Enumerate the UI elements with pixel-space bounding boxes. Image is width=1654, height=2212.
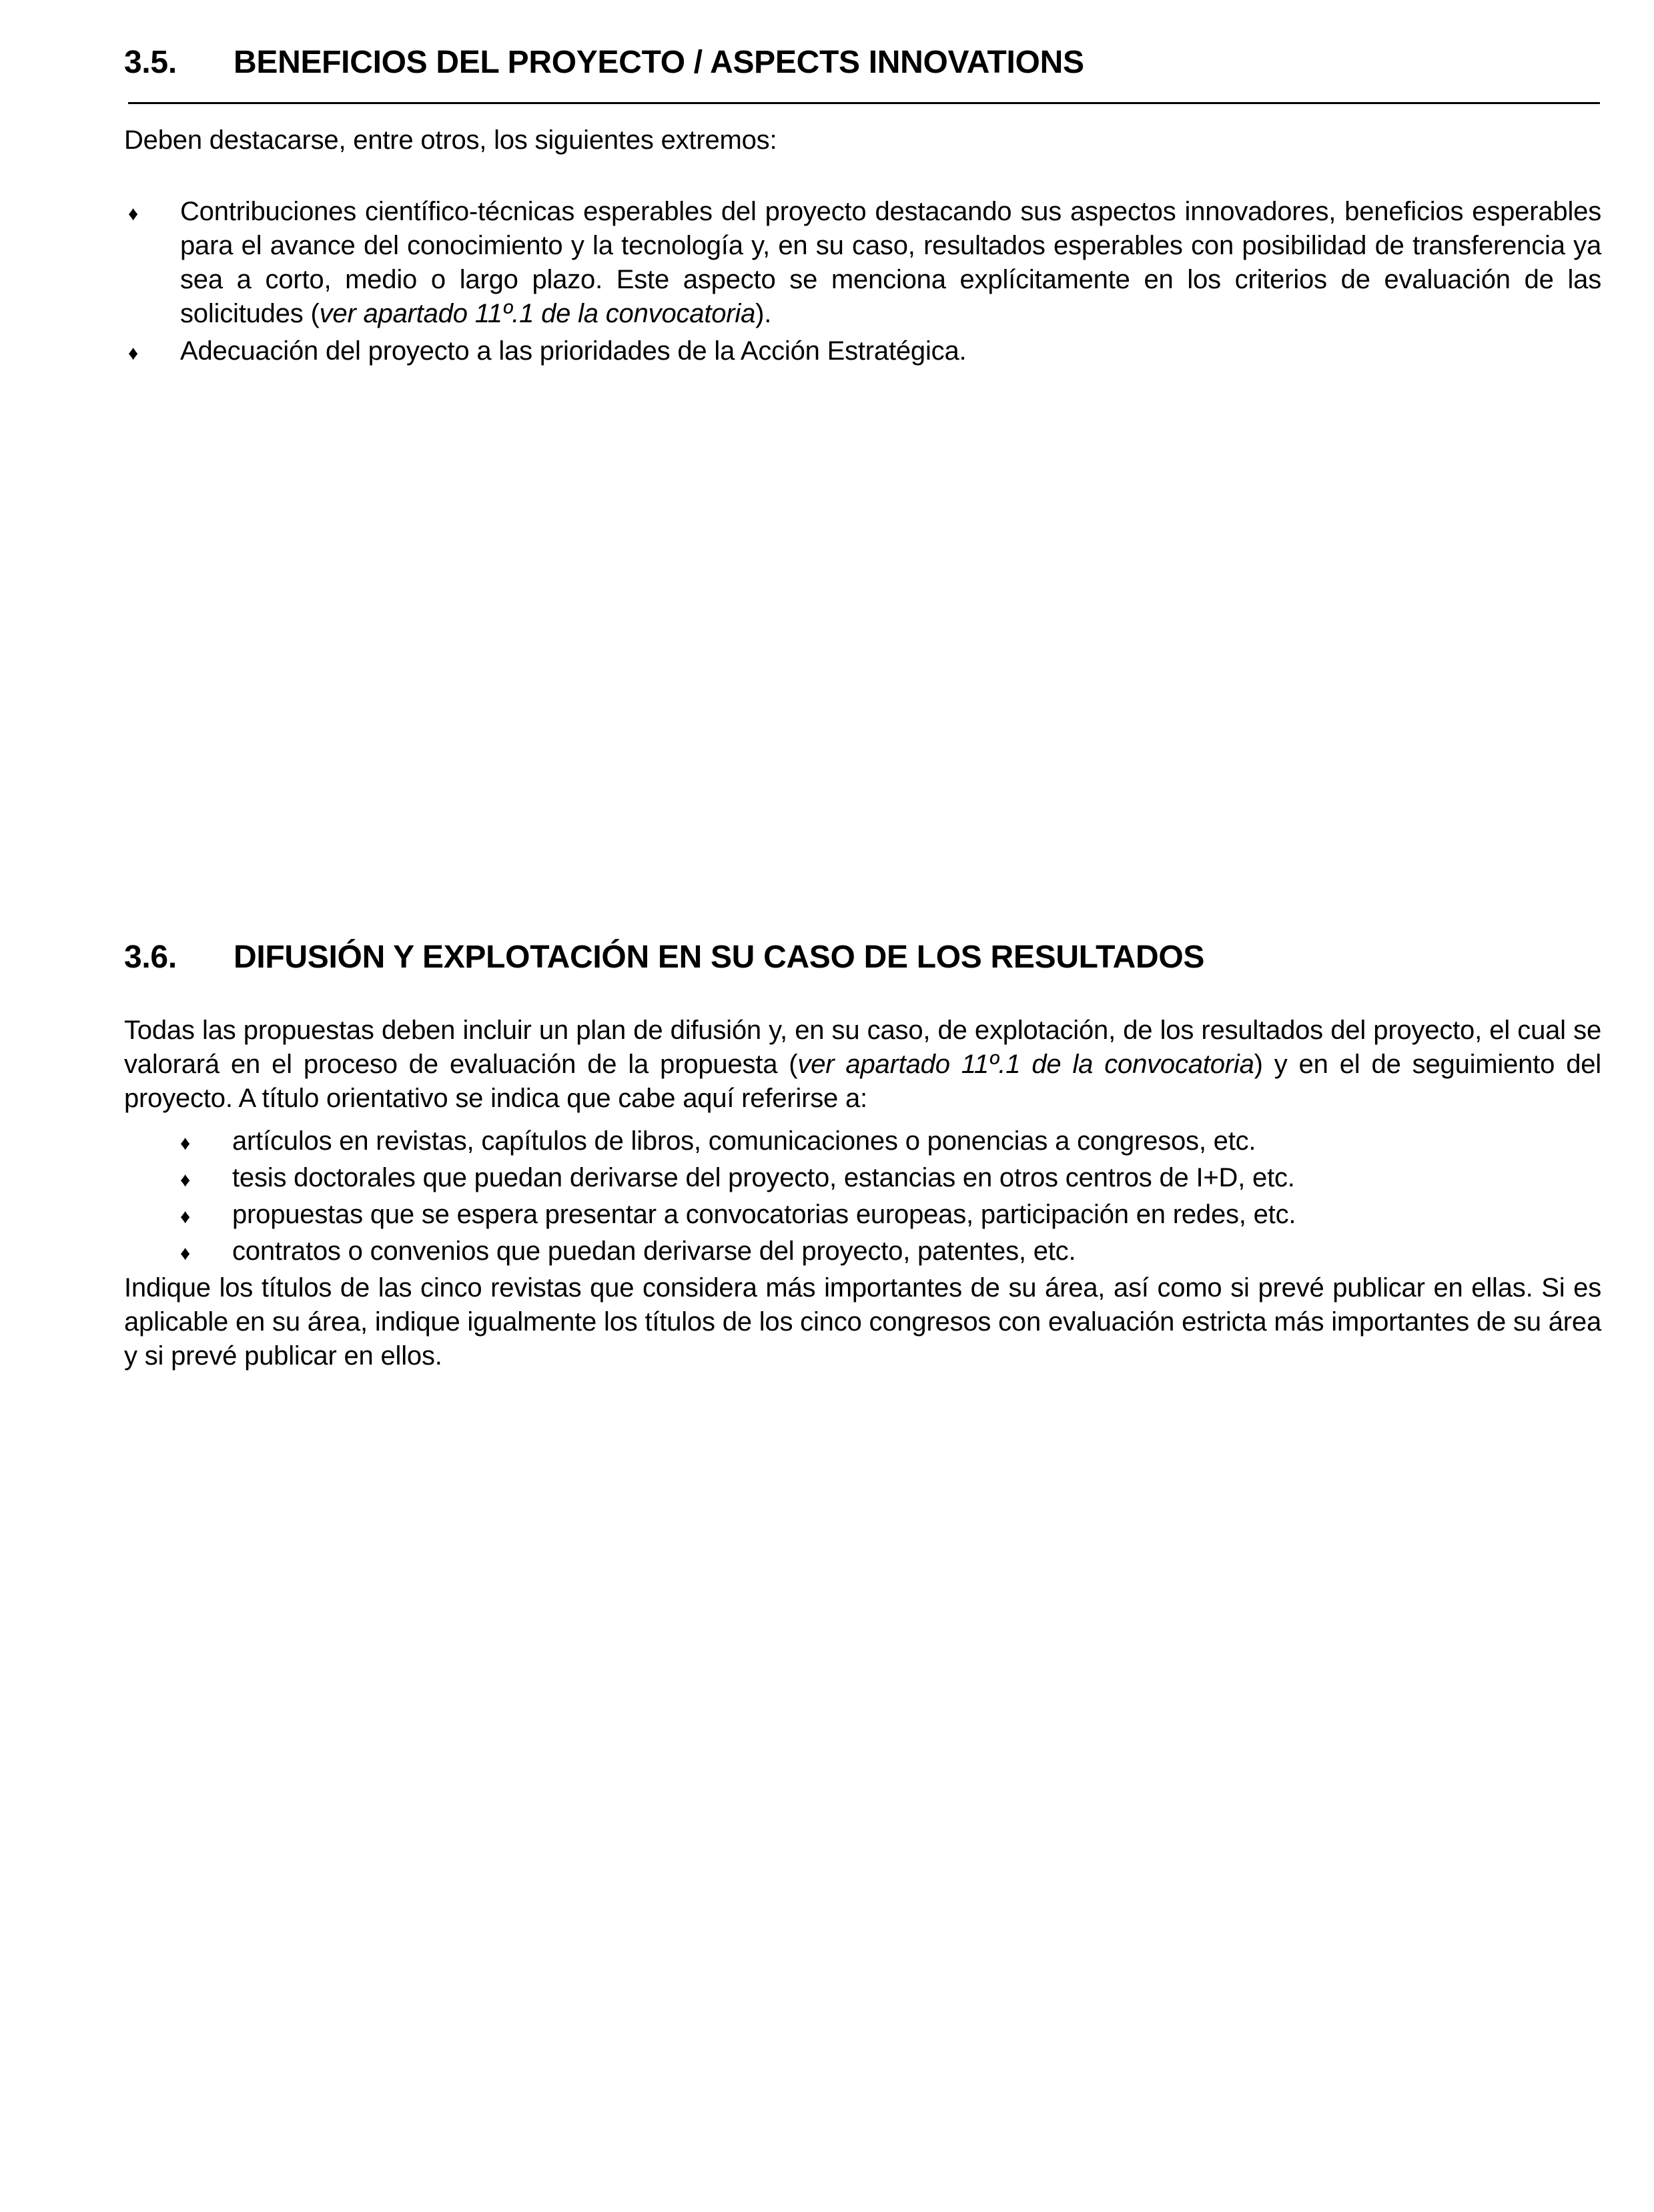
list-item: contratos o convenios que puedan derivarse del proyecto, patentes, etc. <box>232 1236 1076 1266</box>
bullet-diamond-icon: ♦ <box>128 342 139 364</box>
section-3-6-intro <box>124 1014 1601 1116</box>
bullet-diamond-icon: ♦ <box>128 203 139 225</box>
section-number: 3.5. <box>124 45 177 80</box>
list-item: propuestas que se espera presentar a convocatorias europeas, participación en redes, etc. <box>232 1200 1296 1229</box>
section-number: 3.6. <box>124 940 177 975</box>
section-3-5-heading <box>124 44 1084 81</box>
list-item-text: Contribuciones científico-técnicas esperables del proyecto destacando sus aspectos innovadores, beneficios esperables para el avance del conocimiento y la tecnología y, en su caso, resultados esperables con posibilidad de transferencia ya sea a corto, medio o largo plazo. Este aspecto se menciona explícitamente en los criterios de evaluación de las solicitudes ( <box>180 197 1601 328</box>
section-3-6-heading <box>124 939 1204 976</box>
bullet-diamond-icon: ♦ <box>180 1169 191 1191</box>
list-item <box>180 195 1601 331</box>
reference-italic: ver apartado 11º.1 de la convocatoria <box>797 1050 1254 1079</box>
list-item-text-end: ). <box>755 299 772 328</box>
list-item: artículos en revistas, capítulos de libros, comunicaciones o ponencias a congresos, etc. <box>232 1126 1256 1156</box>
bullet-diamond-icon: ♦ <box>180 1206 191 1228</box>
reference-italic: ver apartado 11º.1 de la convocatoria <box>319 299 756 328</box>
section-title: DIFUSIÓN Y EXPLOTACIÓN EN SU CASO DE LOS RESULTADOS <box>234 940 1205 975</box>
section-divider <box>128 102 1600 104</box>
list-item: Adecuación del proyecto a las prioridades de la Acción Estratégica. <box>180 336 967 366</box>
list-item: tesis doctorales que puedan derivarse del proyecto, estancias en otros centros de I+D, etc. <box>232 1163 1295 1192</box>
section-3-6-closing: Indique los títulos de las cinco revistas que considera más importantes de su área, así como si prevé publicar en ellas. Si es aplicable en su área, indique igualmente los títulos de los cinco congresos con evaluación estricta más importantes de su área y si prevé publicar en ellos. <box>124 1273 1601 1371</box>
bullet-diamond-icon: ♦ <box>180 1132 191 1154</box>
intro-text: Todas las propuestas deben incluir un plan de difusión y, en su caso, de explotación, de los resultados del proyecto, el cual se valorará en el proceso de evaluación de la propuesta ( <box>124 1016 1601 1079</box>
section-3-5-intro: Deben destacarse, entre otros, los siguientes extremos: <box>124 125 777 155</box>
intro-text-end: ) y en el de seguimiento del proyecto. A título orientativo se indica que cabe aquí referirse a: <box>124 1050 1601 1113</box>
bullet-diamond-icon: ♦ <box>180 1242 191 1264</box>
section-title: BENEFICIOS DEL PROYECTO / ASPECTS INNOVATIONS <box>234 45 1084 80</box>
